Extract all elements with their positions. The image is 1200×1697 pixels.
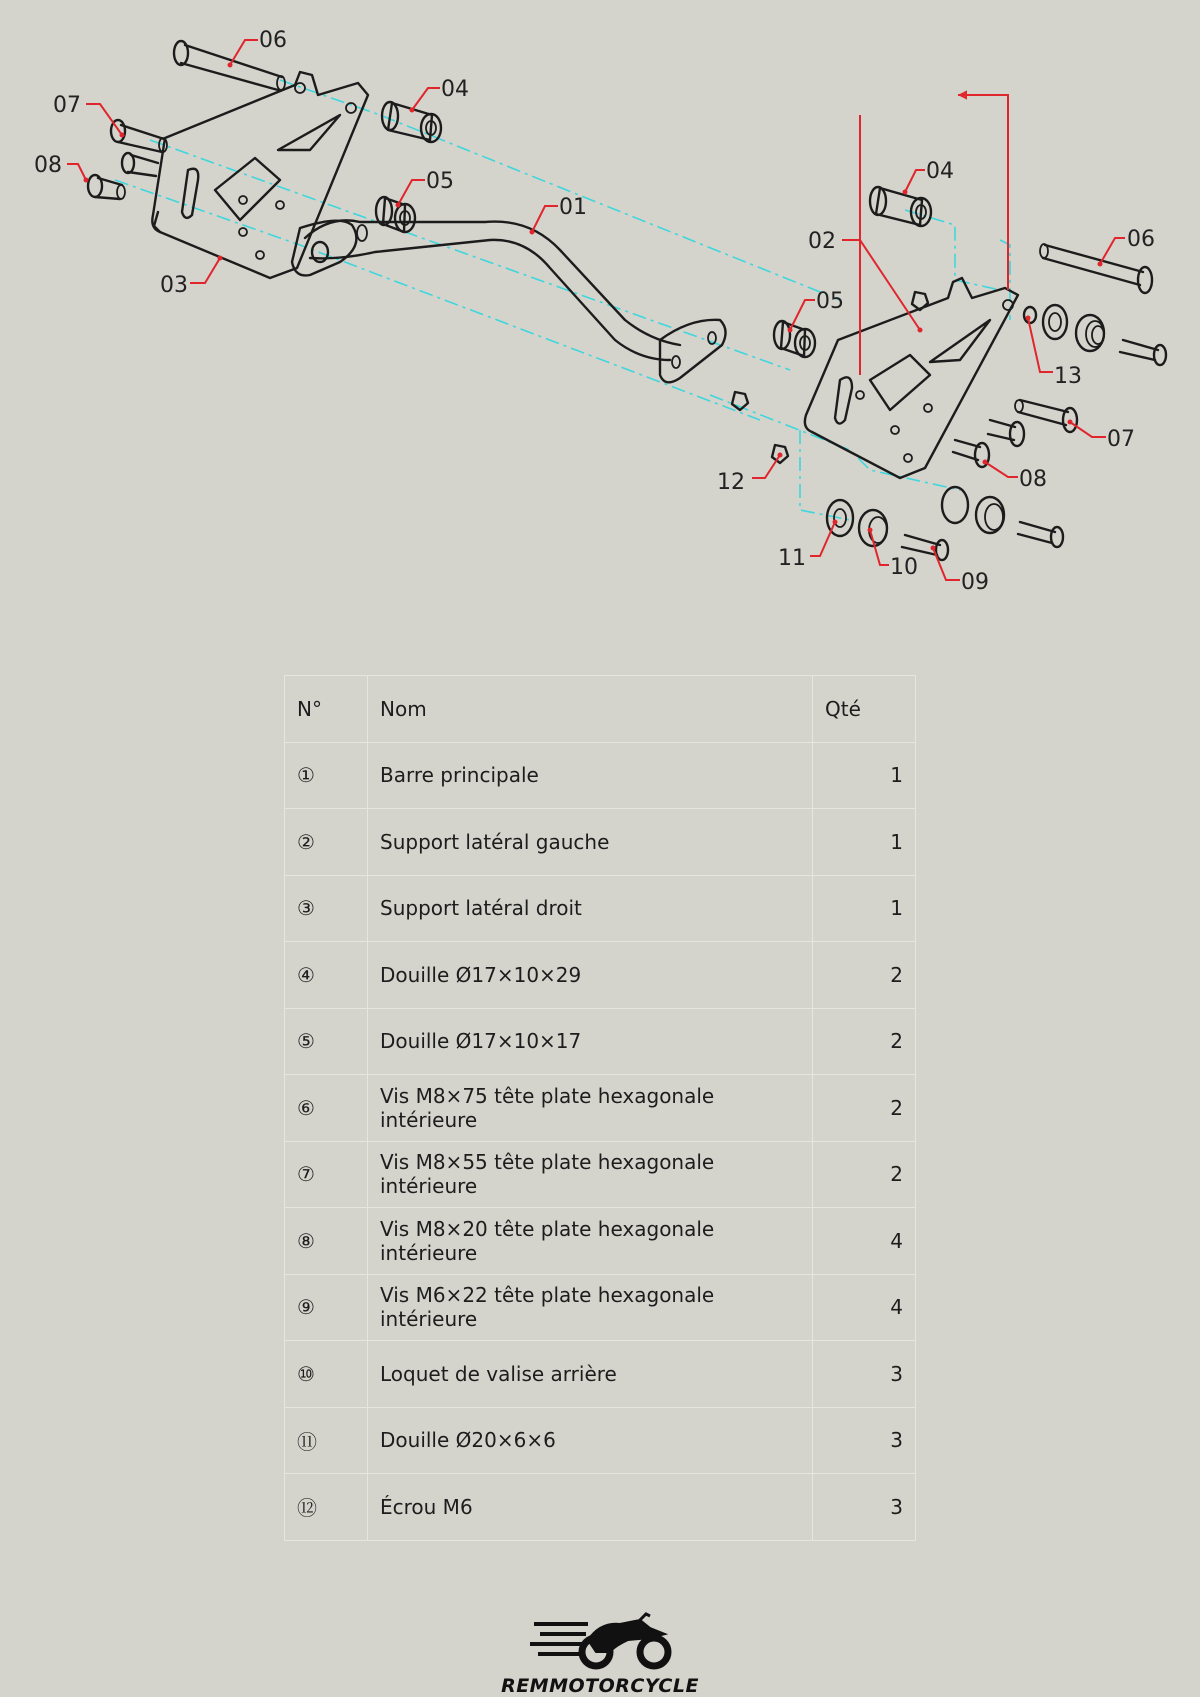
part-name: Douille Ø17×10×17	[368, 1008, 813, 1075]
part-quantity: 2	[813, 1008, 916, 1075]
table-header-row	[285, 676, 916, 743]
part-quantity: 2	[813, 1075, 916, 1142]
part-name: Écrou M6	[368, 1474, 813, 1541]
screw-07-right	[988, 400, 1077, 446]
assembly-axis-lines	[115, 80, 1010, 520]
part-name: Barre principale	[368, 742, 813, 809]
nut-12-right	[732, 392, 788, 463]
part-number: ③	[285, 875, 368, 942]
part-quantity: 3	[813, 1474, 916, 1541]
svg-text:02: 02	[808, 229, 836, 254]
part-number: ⑨	[285, 1274, 368, 1341]
part-name: Loquet de valise arrière	[368, 1341, 813, 1408]
callout-02-right	[808, 229, 923, 333]
part-number: ⑪	[285, 1407, 368, 1474]
callout-03-left	[160, 256, 223, 299]
part-quantity: 1	[813, 875, 916, 942]
table-row	[285, 1208, 916, 1275]
part-number: ⑦	[285, 1141, 368, 1208]
part-quantity: 2	[813, 1141, 916, 1208]
svg-text:12: 12	[717, 470, 745, 495]
part-quantity: 1	[813, 809, 916, 876]
table-row	[285, 809, 916, 876]
part-quantity: 3	[813, 1341, 916, 1408]
part-name: Douille Ø17×10×29	[368, 942, 813, 1009]
callout-08-right	[983, 460, 1048, 493]
svg-text:03: 03	[160, 273, 188, 298]
bushing-04-right	[870, 187, 931, 226]
table-row	[285, 875, 916, 942]
part-name: Vis M6×22 tête plate hexagonale intérieure	[368, 1274, 813, 1341]
part-quantity: 3	[813, 1407, 916, 1474]
table-row	[285, 1141, 916, 1208]
callout-01-left	[530, 195, 588, 235]
header-number: N°	[285, 676, 368, 743]
svg-text:05: 05	[816, 289, 844, 314]
table-row	[285, 1341, 916, 1408]
latch-09-10-11-right	[827, 487, 1063, 560]
table-row	[285, 1075, 916, 1142]
svg-text:08: 08	[34, 153, 62, 178]
part-number: ⑤	[285, 1008, 368, 1075]
part-number: ⑥	[285, 1075, 368, 1142]
svg-text:13: 13	[1054, 364, 1082, 389]
brand-name: REMMOTORCYCLE	[501, 1675, 699, 1697]
header-quantity: Qté	[813, 676, 916, 743]
svg-text:09: 09	[961, 570, 989, 595]
svg-text:01: 01	[559, 195, 587, 220]
part-quantity: 2	[813, 942, 916, 1009]
callout-06-right	[1098, 227, 1156, 267]
svg-text:06: 06	[259, 28, 287, 53]
table-row	[285, 1407, 916, 1474]
callout-04-right	[903, 159, 955, 195]
part-quantity: 4	[813, 1274, 916, 1341]
part-number: ④	[285, 942, 368, 1009]
screw-07-left	[111, 120, 167, 176]
screw-08-left	[88, 175, 125, 199]
callout-04-left	[410, 77, 470, 113]
parts-list-table	[284, 675, 916, 1541]
main-bar-01	[292, 220, 726, 382]
exploded-assembly-diagram	[0, 0, 1200, 630]
callout-08-left	[34, 153, 89, 183]
table-row	[285, 1474, 916, 1541]
svg-text:04: 04	[926, 159, 954, 184]
latch-13-right	[1024, 305, 1166, 365]
bushing-05-right	[774, 321, 815, 357]
part-name: Vis M8×20 tête plate hexagonale intérieure	[368, 1208, 813, 1275]
callout-09-right	[931, 546, 990, 596]
part-number: ⑧	[285, 1208, 368, 1275]
reference-lines	[860, 92, 1008, 375]
svg-text:06: 06	[1127, 227, 1155, 252]
table-row	[285, 1274, 916, 1341]
bracket-03	[152, 72, 368, 278]
svg-text:07: 07	[1107, 427, 1135, 452]
svg-text:05: 05	[426, 169, 454, 194]
table-row	[285, 742, 916, 809]
left-assembly	[88, 41, 441, 278]
part-quantity: 1	[813, 742, 916, 809]
callout-05-left	[396, 169, 455, 208]
table-row	[285, 1008, 916, 1075]
part-name: Vis M8×55 tête plate hexagonale intérieure	[368, 1141, 813, 1208]
part-number: ①	[285, 742, 368, 809]
part-number: ②	[285, 809, 368, 876]
part-name: Vis M8×75 tête plate hexagonale intérieure	[368, 1075, 813, 1142]
part-name: Support latéral droit	[368, 875, 813, 942]
part-quantity: 4	[813, 1208, 916, 1275]
part-number: ⑫	[285, 1474, 368, 1541]
svg-text:11: 11	[778, 546, 806, 571]
part-number: ⑩	[285, 1341, 368, 1408]
bushing-05-left	[376, 197, 415, 232]
callout-13-right	[1026, 316, 1083, 390]
table-row	[285, 942, 916, 1009]
callout-07-left	[53, 93, 125, 138]
svg-text:04: 04	[441, 77, 469, 102]
svg-text:08: 08	[1019, 467, 1047, 492]
svg-text:07: 07	[53, 93, 81, 118]
header-name: Nom	[368, 676, 813, 743]
part-name: Douille Ø20×6×6	[368, 1407, 813, 1474]
part-name: Support latéral gauche	[368, 809, 813, 876]
svg-text:10: 10	[890, 555, 918, 580]
